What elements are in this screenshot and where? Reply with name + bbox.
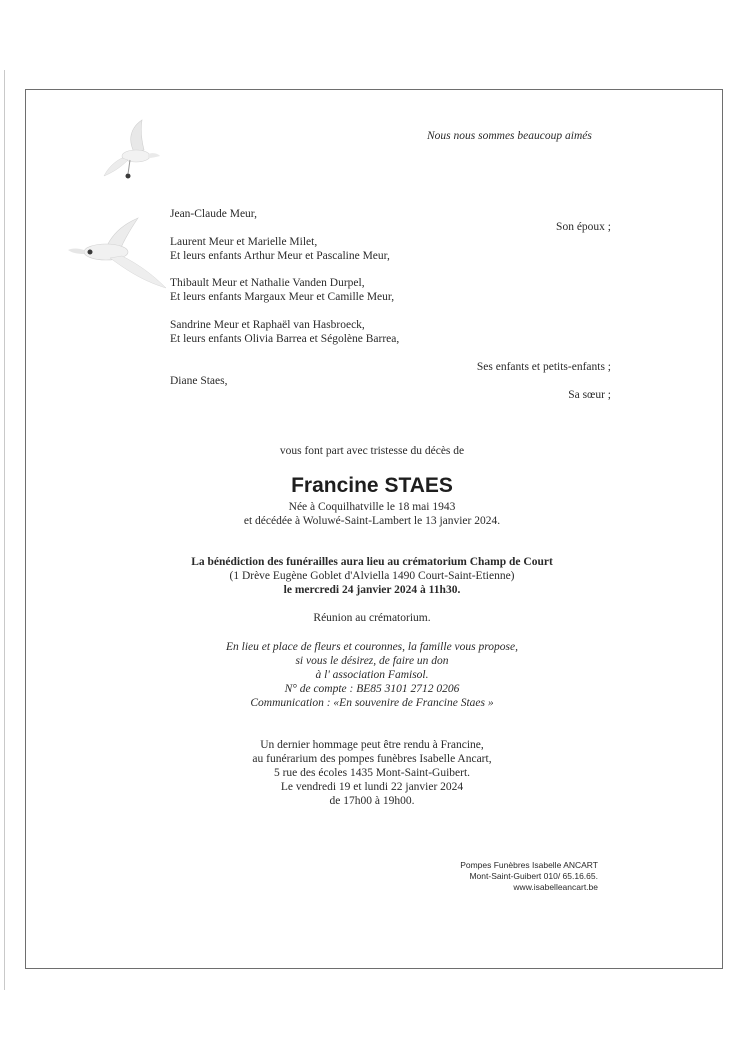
tribute-line: au funérarium des pompes funèbres Isabelle Ancart,	[252, 753, 492, 765]
reunion-text: Réunion au crématorium.	[313, 612, 431, 624]
scan-edge-line	[4, 70, 5, 990]
announcement-text: vous font part avec tristesse du décès de	[279, 445, 465, 457]
sister-name: Diane Staes,	[170, 375, 228, 387]
funeral-home-name: Pompes Funèbres Isabelle ANCART	[460, 860, 598, 870]
children-role: Ses enfants et petits-enfants ;	[476, 361, 611, 373]
ceremony-line: La bénédiction des funérailles aura lieu au crématorium Champ de Court	[191, 556, 553, 568]
donation-communication: Communication : «En souvenire de Francine Staes »	[250, 697, 494, 709]
child-family-line: Et leurs enfants Arthur Meur et Pascaline Meur,	[170, 250, 390, 262]
child-family-line: Et leurs enfants Margaux Meur et Camille Meur,	[170, 291, 395, 303]
account-number: N° de compte : BE85 3101 2712 0206	[284, 683, 460, 695]
child-family-line: Thibault Meur et Nathalie Vanden Durpel,	[170, 277, 365, 289]
funeral-home-website: www.isabelleancart.be	[513, 882, 598, 892]
motto: Nous nous sommes beaucoup aimés	[427, 130, 592, 142]
donation-line: En lieu et place de fleurs et couronnes, la famille vous propose,	[225, 641, 519, 653]
birth-line: Née à Coquilhatville le 18 mai 1943	[288, 501, 456, 513]
donation-line: si vous le désirez, de faire un don	[295, 655, 449, 667]
ceremony-date: le mercredi 24 janvier 2024 à 11h30.	[283, 584, 461, 596]
spouse-name: Jean-Claude Meur,	[170, 208, 258, 220]
tribute-line: Un dernier hommage peut être rendu à Francine,	[260, 739, 484, 751]
donation-line: à l' association Famisol.	[315, 669, 429, 681]
funeral-home-phone: Mont-Saint-Guibert 010/ 65.16.65.	[469, 871, 598, 881]
child-family-line: Et leurs enfants Olivia Barrea et Ségolène Barrea,	[170, 333, 400, 345]
tribute-line: Le vendredi 19 et lundi 22 janvier 2024	[280, 781, 464, 793]
dove-illustration	[66, 208, 171, 293]
child-family-line: Sandrine Meur et Raphaël van Hasbroeck,	[170, 319, 365, 331]
spouse-role: Son époux ;	[556, 221, 611, 233]
child-family-line: Laurent Meur et Marielle Milet,	[170, 236, 318, 248]
deceased-name: Francine STAES	[291, 474, 453, 497]
ceremony-address: (1 Drève Eugène Goblet d'Alviella 1490 Court-Saint-Etienne)	[229, 570, 515, 582]
sister-role: Sa sœur ;	[568, 389, 611, 401]
tribute-line: de 17h00 à 19h00.	[329, 795, 415, 807]
tribute-line: 5 rue des écoles 1435 Mont-Saint-Guibert.	[273, 767, 471, 779]
death-line: et décédée à Woluwé-Saint-Lambert le 13 janvier 2024.	[243, 515, 501, 527]
dove-illustration	[100, 118, 170, 188]
